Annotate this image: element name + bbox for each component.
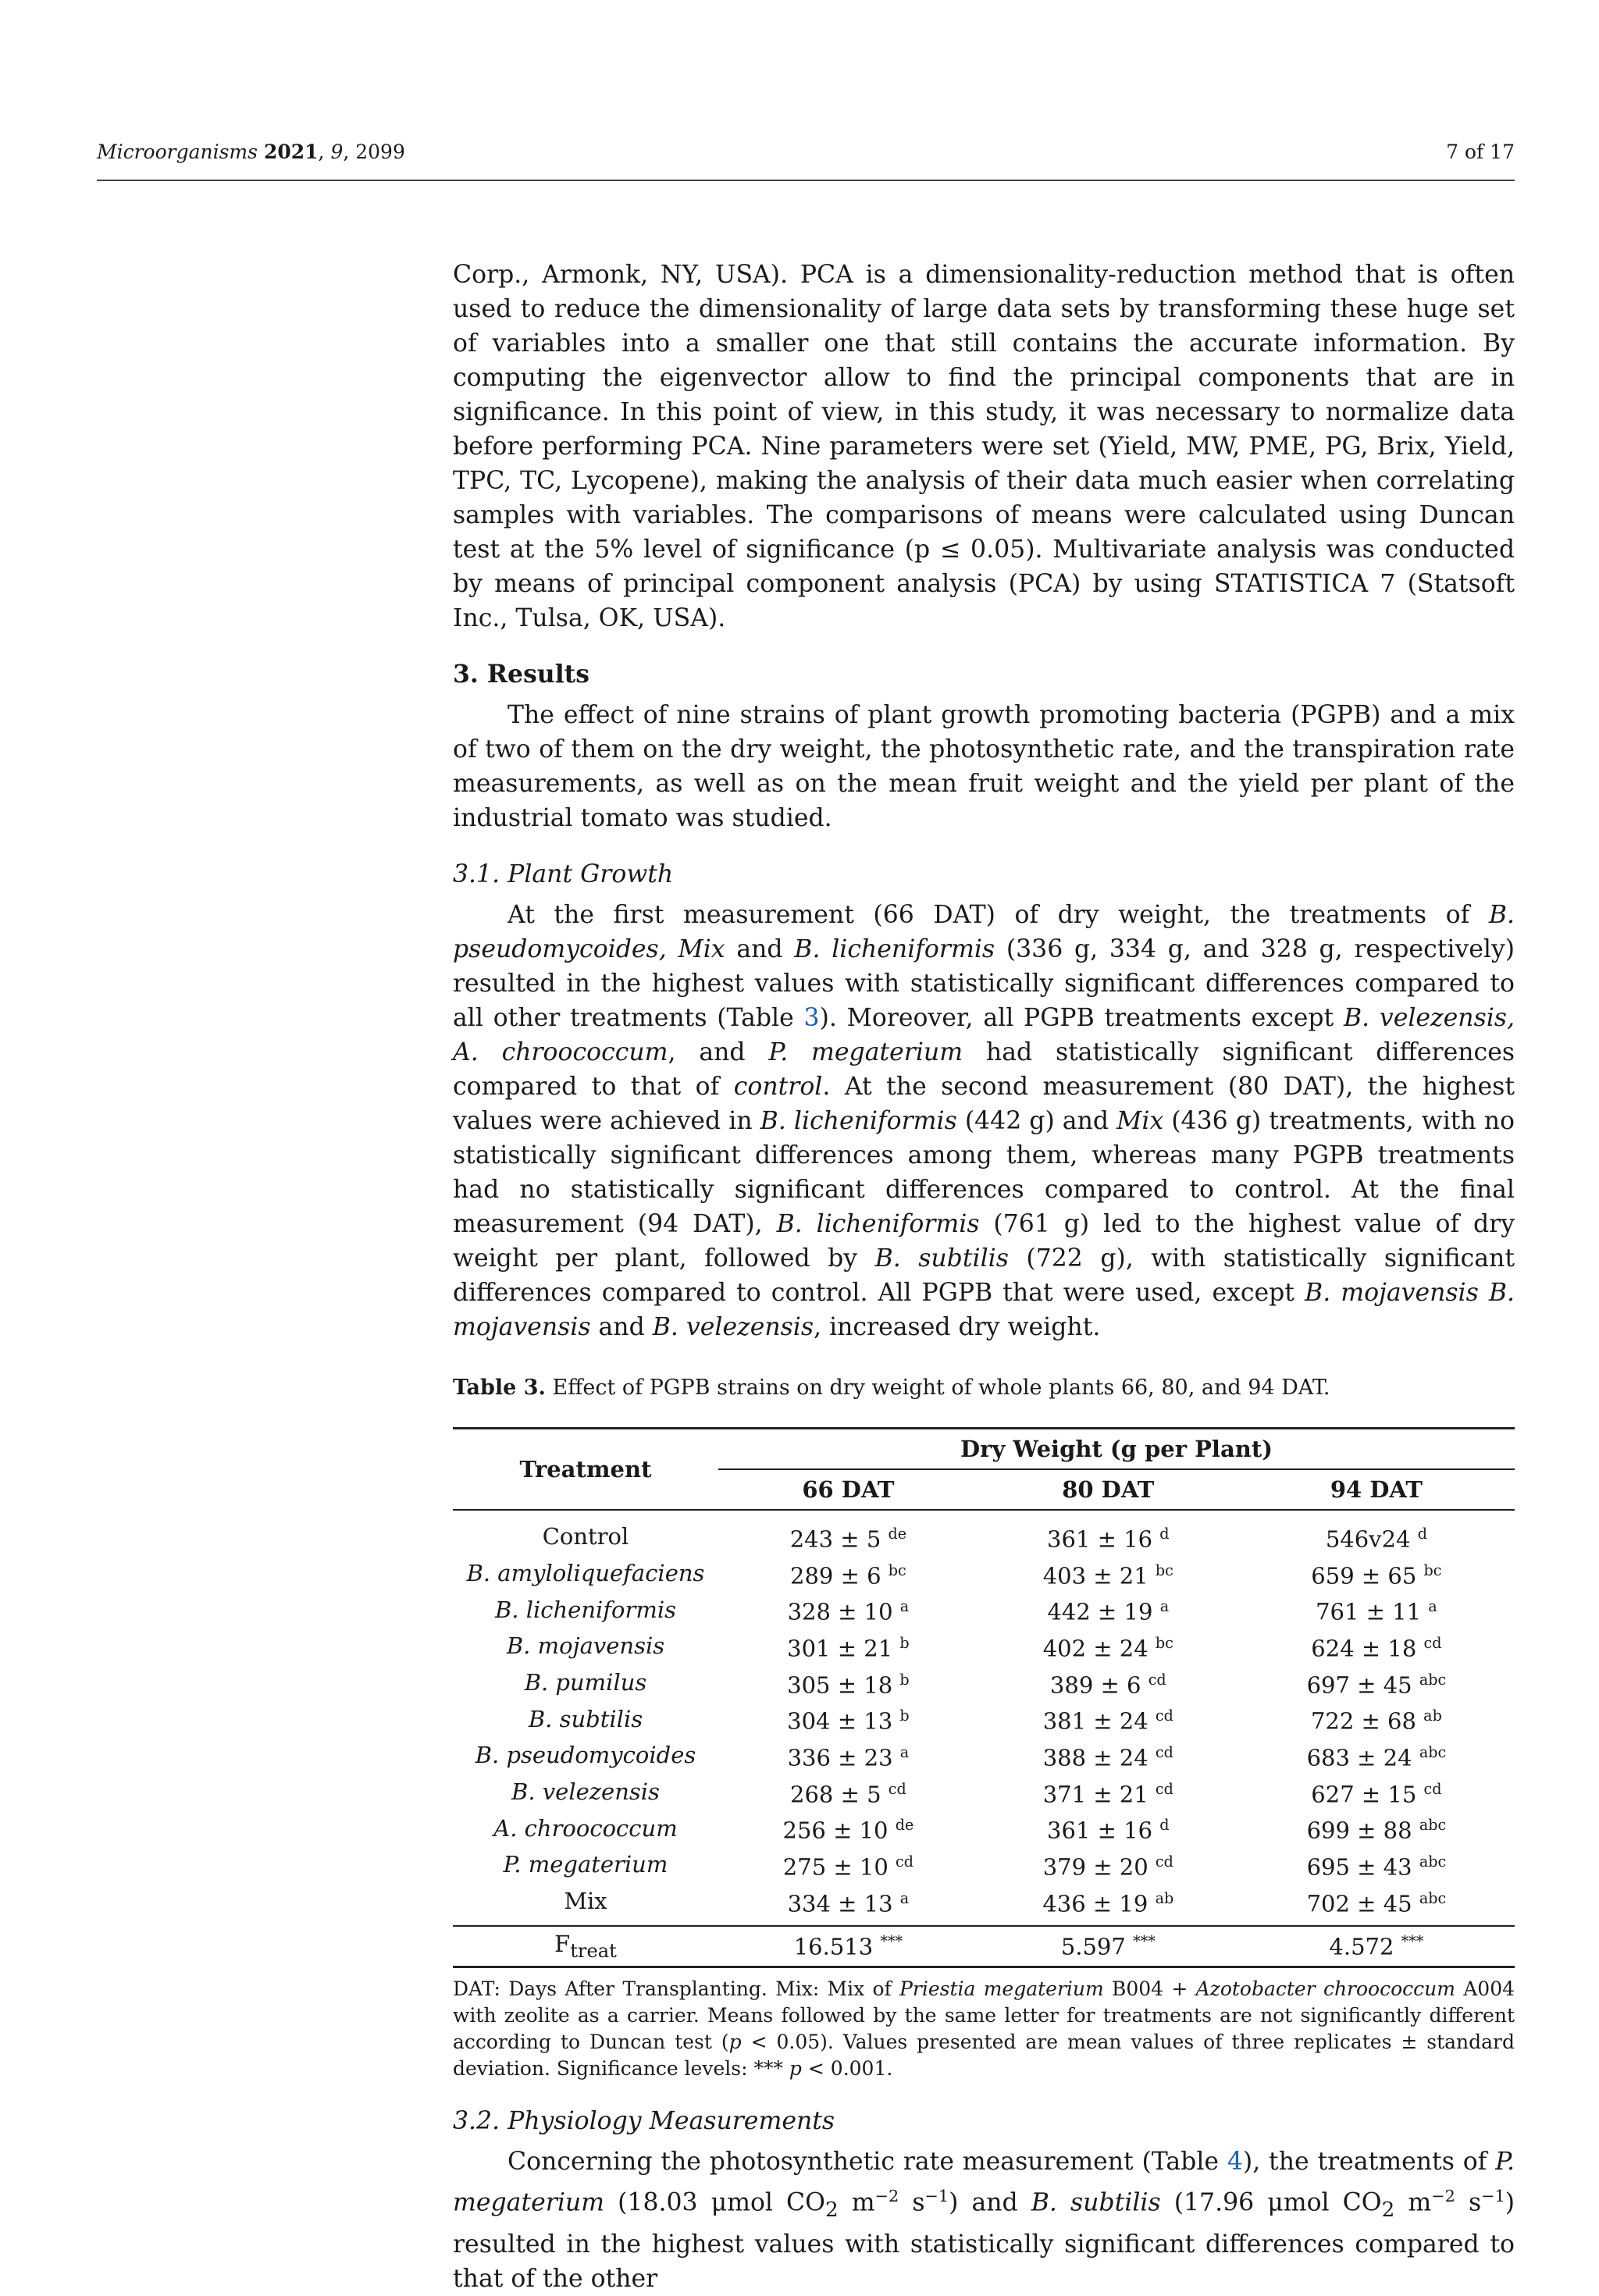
- value-80-dat: 403 ± 21 $^{bc}$: [1042, 1561, 1173, 1589]
- table-row: [453, 1883, 1515, 1927]
- species-name: control: [733, 1073, 823, 1101]
- value-80-dat: 381 ± 24 $^{cd}$: [1042, 1707, 1173, 1735]
- col-header-80-dat: 80 DAT: [978, 1469, 1238, 1510]
- value-80-dat: 389 ± 6 $^{cd}$: [1049, 1670, 1166, 1699]
- value-94-dat: 695 ± 43 $^{abc}$: [1306, 1852, 1447, 1881]
- treatment-cell: B. subtilis: [528, 1705, 643, 1732]
- header-rule: [97, 180, 1515, 181]
- table-3-footnote: DAT: Days After Transplanting. Mix: Mix of Priestia megaterium B004 + Azotobacter chroococcum A004 with zeolite as a carrier. Means followed by the same letter for treatments are not significantly different according to Duncan test (p < 0.05). Values presented are mean values of three replicates ± standard deviation. Significance levels: *** p < 0.001.: [453, 1977, 1515, 2081]
- table-row: [453, 1774, 1515, 1810]
- species-name: B. velezensis: [652, 1313, 814, 1341]
- species-name: B. subtilis: [1031, 2188, 1161, 2217]
- main-content: [453, 258, 1515, 2296]
- col-header-94-dat: 94 DAT: [1238, 1469, 1515, 1510]
- table-body: [453, 1510, 1515, 1926]
- species-name: B. mojavensis B. mojavensis: [453, 1279, 1515, 1341]
- value-66-dat: 305 ± 18 $^b$: [787, 1670, 910, 1699]
- species-name: B. subtilis: [874, 1244, 1009, 1273]
- text-run: , increased dry weight.: [814, 1313, 1101, 1341]
- value-94-dat: 697 ± 45 $^{abc}$: [1306, 1670, 1447, 1699]
- treatment-cell: B. mojavensis: [506, 1632, 665, 1660]
- col-header-treatment: Treatment: [453, 1429, 718, 1511]
- f-value-94: 4.572 ***: [1238, 1926, 1515, 1967]
- f-value-66: 16.513 ***: [718, 1926, 978, 1967]
- journal-name: Microorganisms: [97, 141, 258, 163]
- text-run: and: [598, 1313, 645, 1341]
- value-80-dat: 371 ± 21 $^{cd}$: [1042, 1779, 1173, 1808]
- table-4-link[interactable]: 4: [1227, 2148, 1243, 2177]
- species-name: P. megaterium: [453, 2148, 1515, 2217]
- col-header-dry-weight: Dry Weight (g per Plant): [718, 1429, 1515, 1470]
- text-run: (722 g), with statistically significant differences compared to control. All PGPB that were used, except: [453, 1244, 1515, 1307]
- value-94-dat: 699 ± 88 $^{abc}$: [1306, 1816, 1447, 1844]
- text-run: (761 g) led to the highest value of dry weight per plant, followed by: [453, 1210, 1515, 1273]
- value-80-dat: 442 ± 19 $^a$: [1047, 1597, 1170, 1625]
- journal-citation: Microorganisms 2021, 9, 2099: [97, 141, 405, 163]
- value-66-dat: 275 ± 10 $^{cd}$: [782, 1852, 913, 1881]
- value-94-dat: 624 ± 18 $^{cd}$: [1311, 1633, 1442, 1662]
- text-run: , and: [668, 1038, 746, 1066]
- table-row: [453, 1846, 1515, 1883]
- species-name: P. megaterium: [768, 1038, 963, 1066]
- f-value-80: 5.597 ***: [978, 1926, 1238, 1967]
- species-name: B. licheniformis: [794, 935, 995, 963]
- treatment-cell: B. pseudomycoides: [475, 1742, 696, 1769]
- species-name: B. pseudomycoides,: [453, 901, 1515, 963]
- treatment-cell: B. amyloliquefaciens: [466, 1559, 705, 1586]
- table-caption-text: Effect of PGPB strains on dry weight of whole plants 66, 80, and 94 DAT.: [552, 1376, 1330, 1400]
- treatment-cell: Control: [542, 1523, 629, 1550]
- physiology-paragraph: Concerning the photosynthetic rate measurement (Table 4), the treatments of P. megaterium (18.03 μmol $CO_2$ $m^{-2}$ $s^{-1}$) and B. subtilis (17.96 μmol $CO_2$ $m^{-2}$ $s^{-1}$) resulted in the highest values with statistically significant differences compared to that of the other: [453, 2148, 1515, 2294]
- table-row: [453, 1555, 1515, 1592]
- value-80-dat: 436 ± 19 $^{ab}$: [1042, 1888, 1174, 1917]
- species-name: B. licheniformis: [776, 1210, 980, 1238]
- article-number: 2099: [355, 141, 405, 163]
- table-row: [453, 1510, 1515, 1555]
- text-run: had statistically significant differences compared to that of: [453, 1038, 1515, 1101]
- value-94-dat: 659 ± 65 $^{bc}$: [1311, 1561, 1442, 1589]
- value-66-dat: 243 ± 5 $^{de}$: [789, 1525, 907, 1553]
- journal-volume: 9: [330, 141, 344, 163]
- value-94-dat: 683 ± 24 $^{abc}$: [1306, 1742, 1447, 1771]
- treatment-cell: P. megaterium: [503, 1851, 668, 1878]
- physiology-heading: 3.2. Physiology Measurements: [453, 2107, 835, 2136]
- results-paragraph: The effect of nine strains of plant growth promoting bacteria (PGPB) and a mix of two of them on the dry weight, the photosynthetic rate, and the transpiration rate measurements, as well as on the mean fruit weight and the yield per plant of the industrial tomato was studied.: [453, 701, 1515, 832]
- table-row: [453, 1700, 1515, 1737]
- table-row: [453, 1664, 1515, 1701]
- value-66-dat: 256 ± 10 $^{de}$: [782, 1816, 914, 1844]
- table-row: [453, 1591, 1515, 1628]
- value-80-dat: 361 ± 16 $^d$: [1047, 1816, 1170, 1844]
- value-66-dat: 336 ± 23 $^a$: [787, 1742, 910, 1771]
- page-header: [97, 134, 1515, 181]
- treatment-cell: B. licheniformis: [494, 1596, 677, 1623]
- value-66-dat: 289 ± 6 $^{bc}$: [790, 1561, 906, 1589]
- text-run: and: [736, 935, 783, 963]
- text-run: ). Moreover, all PGPB treatments except: [819, 1004, 1334, 1032]
- journal-year: 2021: [263, 141, 319, 163]
- value-94-dat: 761 ± 11 $^a$: [1316, 1597, 1437, 1625]
- plant-growth-heading: 3.1. Plant Growth: [453, 860, 674, 888]
- treatment-cell: B. velezensis: [511, 1778, 660, 1805]
- methods-continued-paragraph: Corp., Armonk, NY, USA). PCA is a dimensionality-reduction method that is often used to reduce the dimensionality of large data sets by transforming these huge set of variables into a smaller one that still contains the accurate information. By computing the eigenvector allow to find the principal components that are in significance. In this point of view, in this study, it was necessary to normalize data before performing PCA. Nine parameters were set (Yield, MW, PME, PG, Brix, Yield, TPC, TC, Lycopene), making the analysis of their data much easier when correlating samples with variables. The comparisons of means were calculated using Duncan test at the 5% level of significance (p ≤ 0.05). Multivariate analysis was conducted by means of principal component analysis (PCA) by using STATISTICA 7 (Statsoft Inc., Tulsa, OK, USA).: [453, 261, 1515, 632]
- table-label: Table 3.: [453, 1376, 546, 1400]
- treatment-cell: Mix: [564, 1887, 607, 1914]
- value-94-dat: 702 ± 45 $^{abc}$: [1306, 1888, 1447, 1917]
- value-80-dat: 402 ± 24 $^{bc}$: [1042, 1633, 1173, 1662]
- value-94-dat: 546v24 $^d$: [1325, 1525, 1427, 1553]
- text-run: . At the second measurement (80 DAT), the highest values were achieved in: [453, 1073, 1515, 1135]
- page-number: 7 of 17: [1446, 141, 1515, 163]
- dry-weight-table: [453, 1427, 1515, 1968]
- treatment-cell: B. pumilus: [524, 1668, 647, 1696]
- value-66-dat: 328 ± 10 $^a$: [787, 1597, 910, 1625]
- table-3-link[interactable]: 3: [803, 1004, 820, 1032]
- text-run: (336 g, 334 g, and 328 g, respectively) resulted in the highest values with statistically significant differences compared to all other treatments (Table: [453, 935, 1515, 1032]
- value-66-dat: 268 ± 5 $^{cd}$: [790, 1779, 906, 1808]
- f-treat-row: [453, 1926, 1515, 1967]
- value-66-dat: 301 ± 21 $^b$: [787, 1633, 910, 1662]
- table-row: [453, 1810, 1515, 1846]
- species-name: Mix: [1116, 1107, 1164, 1135]
- results-heading: 3. Results: [453, 660, 589, 689]
- plant-growth-paragraph: [453, 898, 1515, 1344]
- text-run: (436 g) treatments, with no statistically significant differences among them, whereas many PGPB treatments had no statistically significant differences compared to control. At the final measurement (94 DAT),: [453, 1107, 1515, 1238]
- f-label: $F_{treat}$: [453, 1926, 718, 1967]
- value-80-dat: 379 ± 20 $^{cd}$: [1042, 1852, 1173, 1881]
- value-66-dat: 304 ± 13 $^b$: [787, 1707, 910, 1735]
- species-name: B. velezensis, A. chroococcum: [453, 1004, 1515, 1066]
- table-row: [453, 1737, 1515, 1774]
- value-66-dat: 334 ± 13 $^a$: [787, 1888, 910, 1917]
- treatment-cell: A. chroococcum: [493, 1814, 678, 1842]
- text-run: (442 g) and: [964, 1107, 1109, 1135]
- table-3-caption: [453, 1374, 1515, 1402]
- value-94-dat: 722 ± 68 $^{ab}$: [1310, 1707, 1442, 1735]
- value-94-dat: 627 ± 15 $^{cd}$: [1311, 1779, 1442, 1808]
- text-run: At the first measurement (66 DAT) of dry weight, the treatments of: [507, 901, 1470, 929]
- value-80-dat: 361 ± 16 $^d$: [1047, 1525, 1170, 1553]
- species-name: Mix: [678, 935, 725, 963]
- table-row: [453, 1628, 1515, 1664]
- species-name: B. licheniformis: [760, 1107, 957, 1135]
- col-header-66-dat: 66 DAT: [718, 1469, 978, 1510]
- value-80-dat: 388 ± 24 $^{cd}$: [1042, 1742, 1173, 1771]
